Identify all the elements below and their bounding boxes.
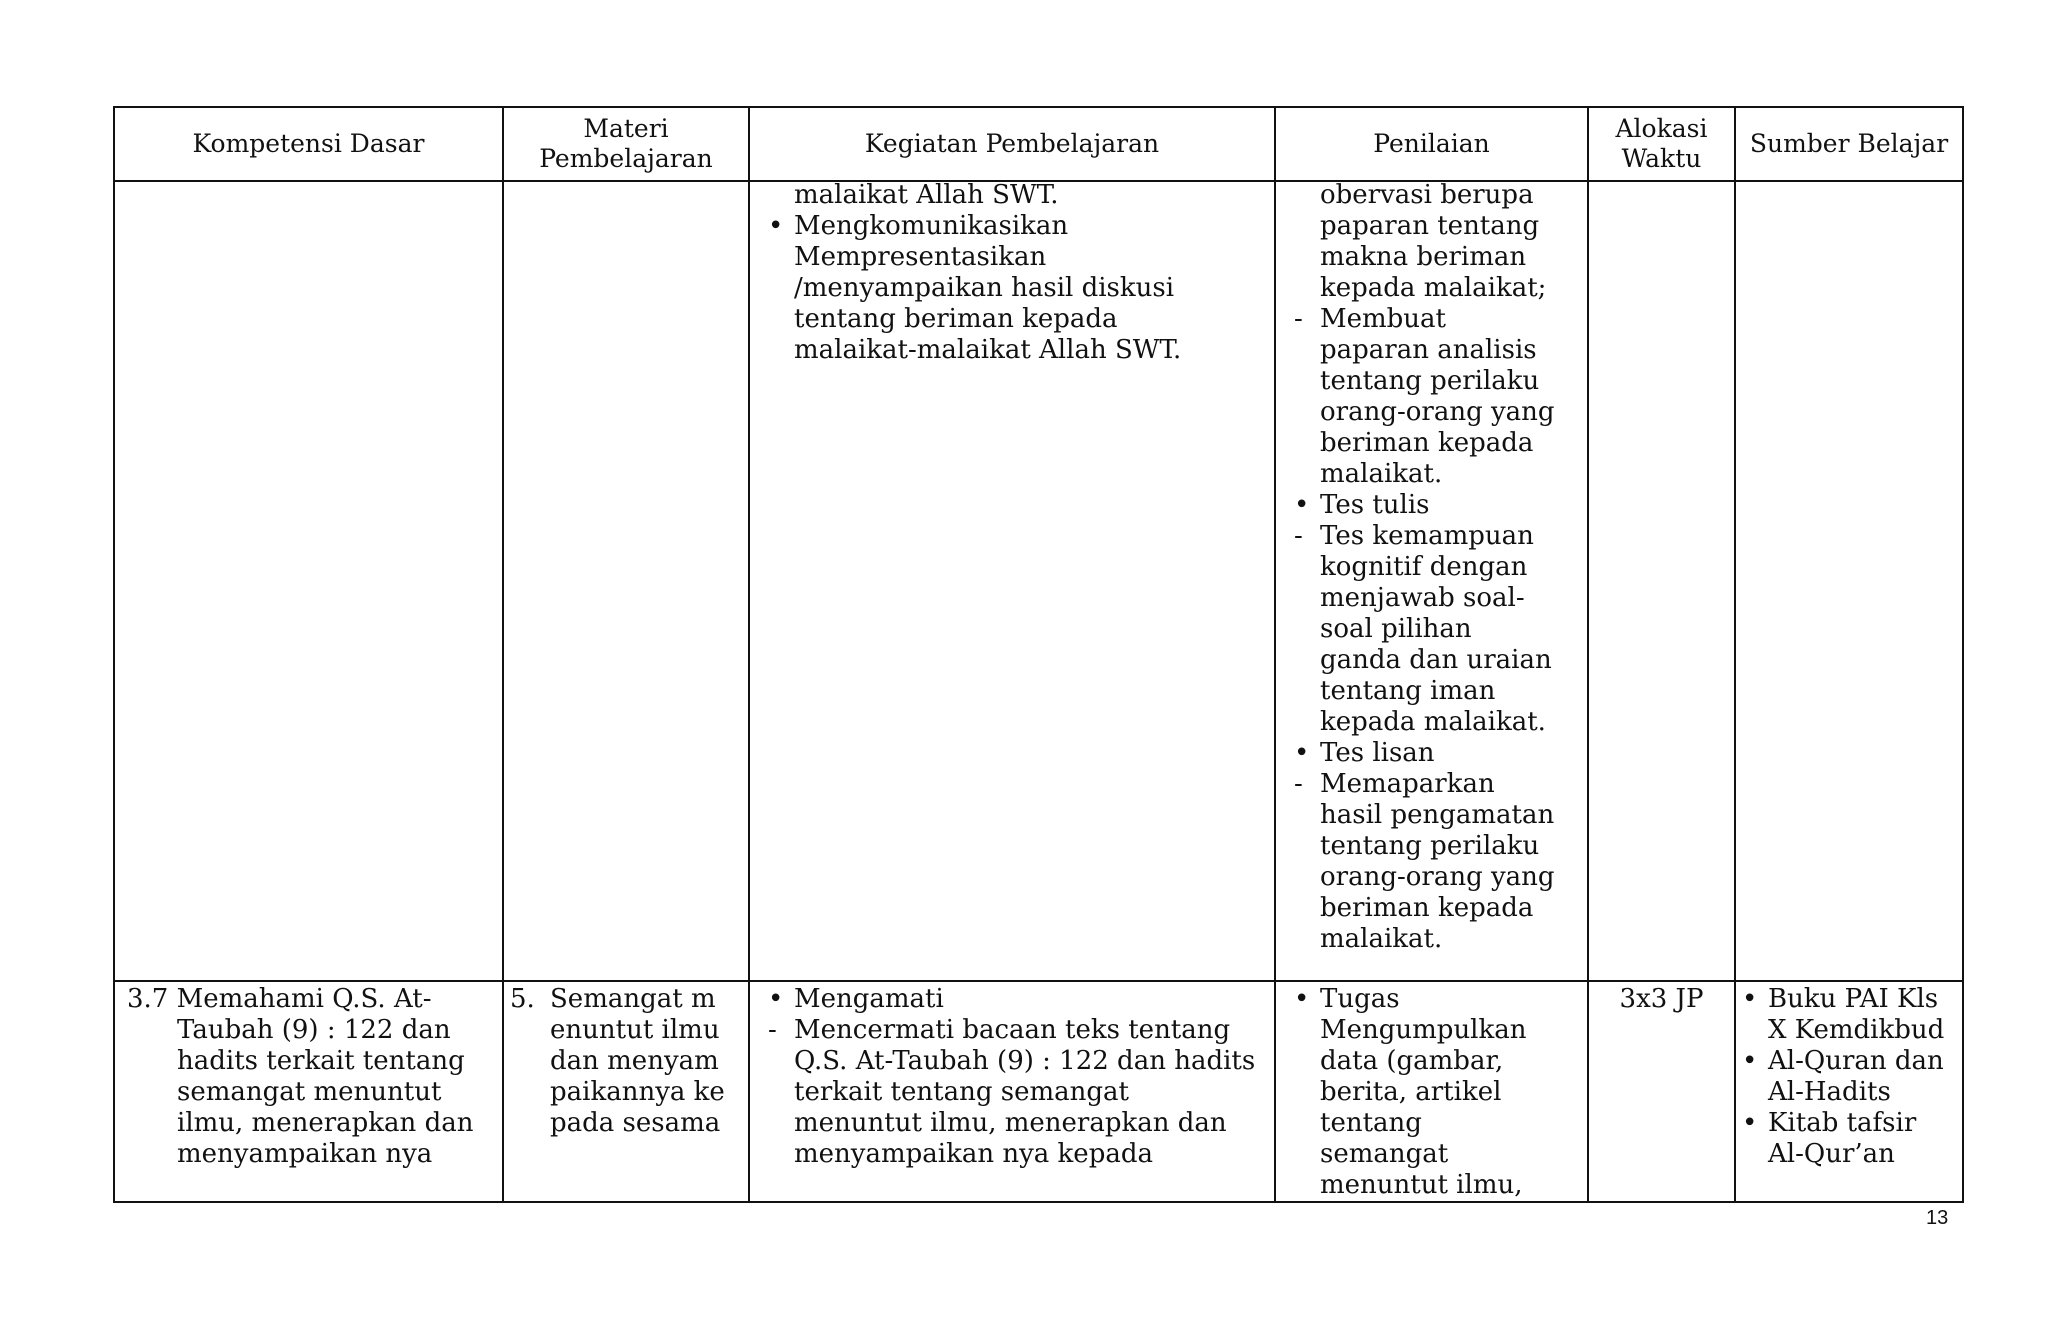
header-sumber-belajar: Sumber Belajar [1735,107,1963,181]
row2-kompetensi-cell [114,981,503,1202]
materi-item [504,982,748,1139]
row1-sumber-cell [1735,181,1963,981]
list-item: • Buku PAI Kls X Kemdikbud [1742,984,1945,1045]
row2-sumber-cell [1735,981,1963,1202]
table-row [114,181,1963,981]
header-kompetensi-dasar: Kompetensi Dasar [114,107,503,181]
row2-kegiatan-list [760,984,1264,1170]
row1-penilaian-cell [1275,181,1588,981]
row2-sumber-list [1736,984,1956,1170]
list-item: obervasi berupa paparan tentang makna beriman kepada malaikat; [1320,180,1547,303]
header-materi-pembelajaran: Materi Pembelajaran [503,107,749,181]
row1-kompetensi-cell [114,181,503,981]
row1-materi-cell [503,181,749,981]
syllabus-table [113,106,1964,1203]
row2-kegiatan-cell [749,981,1275,1202]
list-item: - Memaparkan hasil pengamatan tentang perilaku orang-orang yang beriman kepada malaikat. [1294,769,1555,954]
list-item: - Tes kemampuan kognitif dengan menjawab soal-soal pilihan ganda dan uraian tentang iman kepada malaikat. [1294,521,1552,737]
list-item: • Mengkomunikasikan Mempresentasikan /menyampaikan hasil diskusi tentang beriman kepada malaikat-malaikat Allah SWT. [768,211,1182,365]
list-item: - Membuat paparan analisis tentang perilaku orang-orang yang beriman kepada malaikat. [1294,304,1555,489]
table-header-row [114,107,1963,181]
list-item: • Mengamati [768,984,944,1014]
page-number: 13 [1926,1207,1949,1229]
list-item: • Kitab tafsir Al-Qur’an [1742,1108,1917,1169]
header-kegiatan-pembelajaran: Kegiatan Pembelajaran [749,107,1275,181]
header-penilaian: Penilaian [1275,107,1588,181]
row1-penilaian-list [1286,180,1556,955]
table-row [114,981,1963,1202]
list-item: • Tes lisan [1294,738,1435,768]
row2-penilaian-list [1286,984,1556,1201]
list-item: • Tes tulis [1294,490,1430,520]
kompetensi-dasar-text: 3.7 Memahami Q.S. At-Taubah (9) : 122 dan hadits terkait tentang semangat menuntut ilmu, menerapkan dan menyampaikan nya [127,984,474,1169]
list-item: • Al-Quran dan Al-Hadits [1742,1046,1944,1107]
list-item: • Tugas Mengumpulkan data (gambar, berita, artikel tentang semangat menuntut ilmu, [1294,984,1527,1200]
header-alokasi-waktu: Alokasi Waktu [1588,107,1735,181]
row2-alokasi-cell [1588,981,1735,1202]
alokasi-waktu-value: 3x3 JP [1619,984,1704,1014]
materi-number: 5. [510,984,535,1014]
row2-materi-cell [503,981,749,1202]
row1-kegiatan-list [760,180,1264,366]
row2-penilaian-cell [1275,981,1588,1202]
row1-kegiatan-cell [749,181,1275,981]
list-item: malaikat Allah SWT. [794,180,1059,210]
list-item: - Mencermati bacaan teks tentang Q.S. At-Taubah (9) : 122 dan hadits terkait tentang semangat menuntut ilmu, menerapkan dan menyampaikan nya kepada [768,1015,1256,1169]
row1-alokasi-cell [1588,181,1735,981]
materi-text: Semangat menuntut ilmu dan menyampaikannya kepada sesama [550,984,725,1138]
